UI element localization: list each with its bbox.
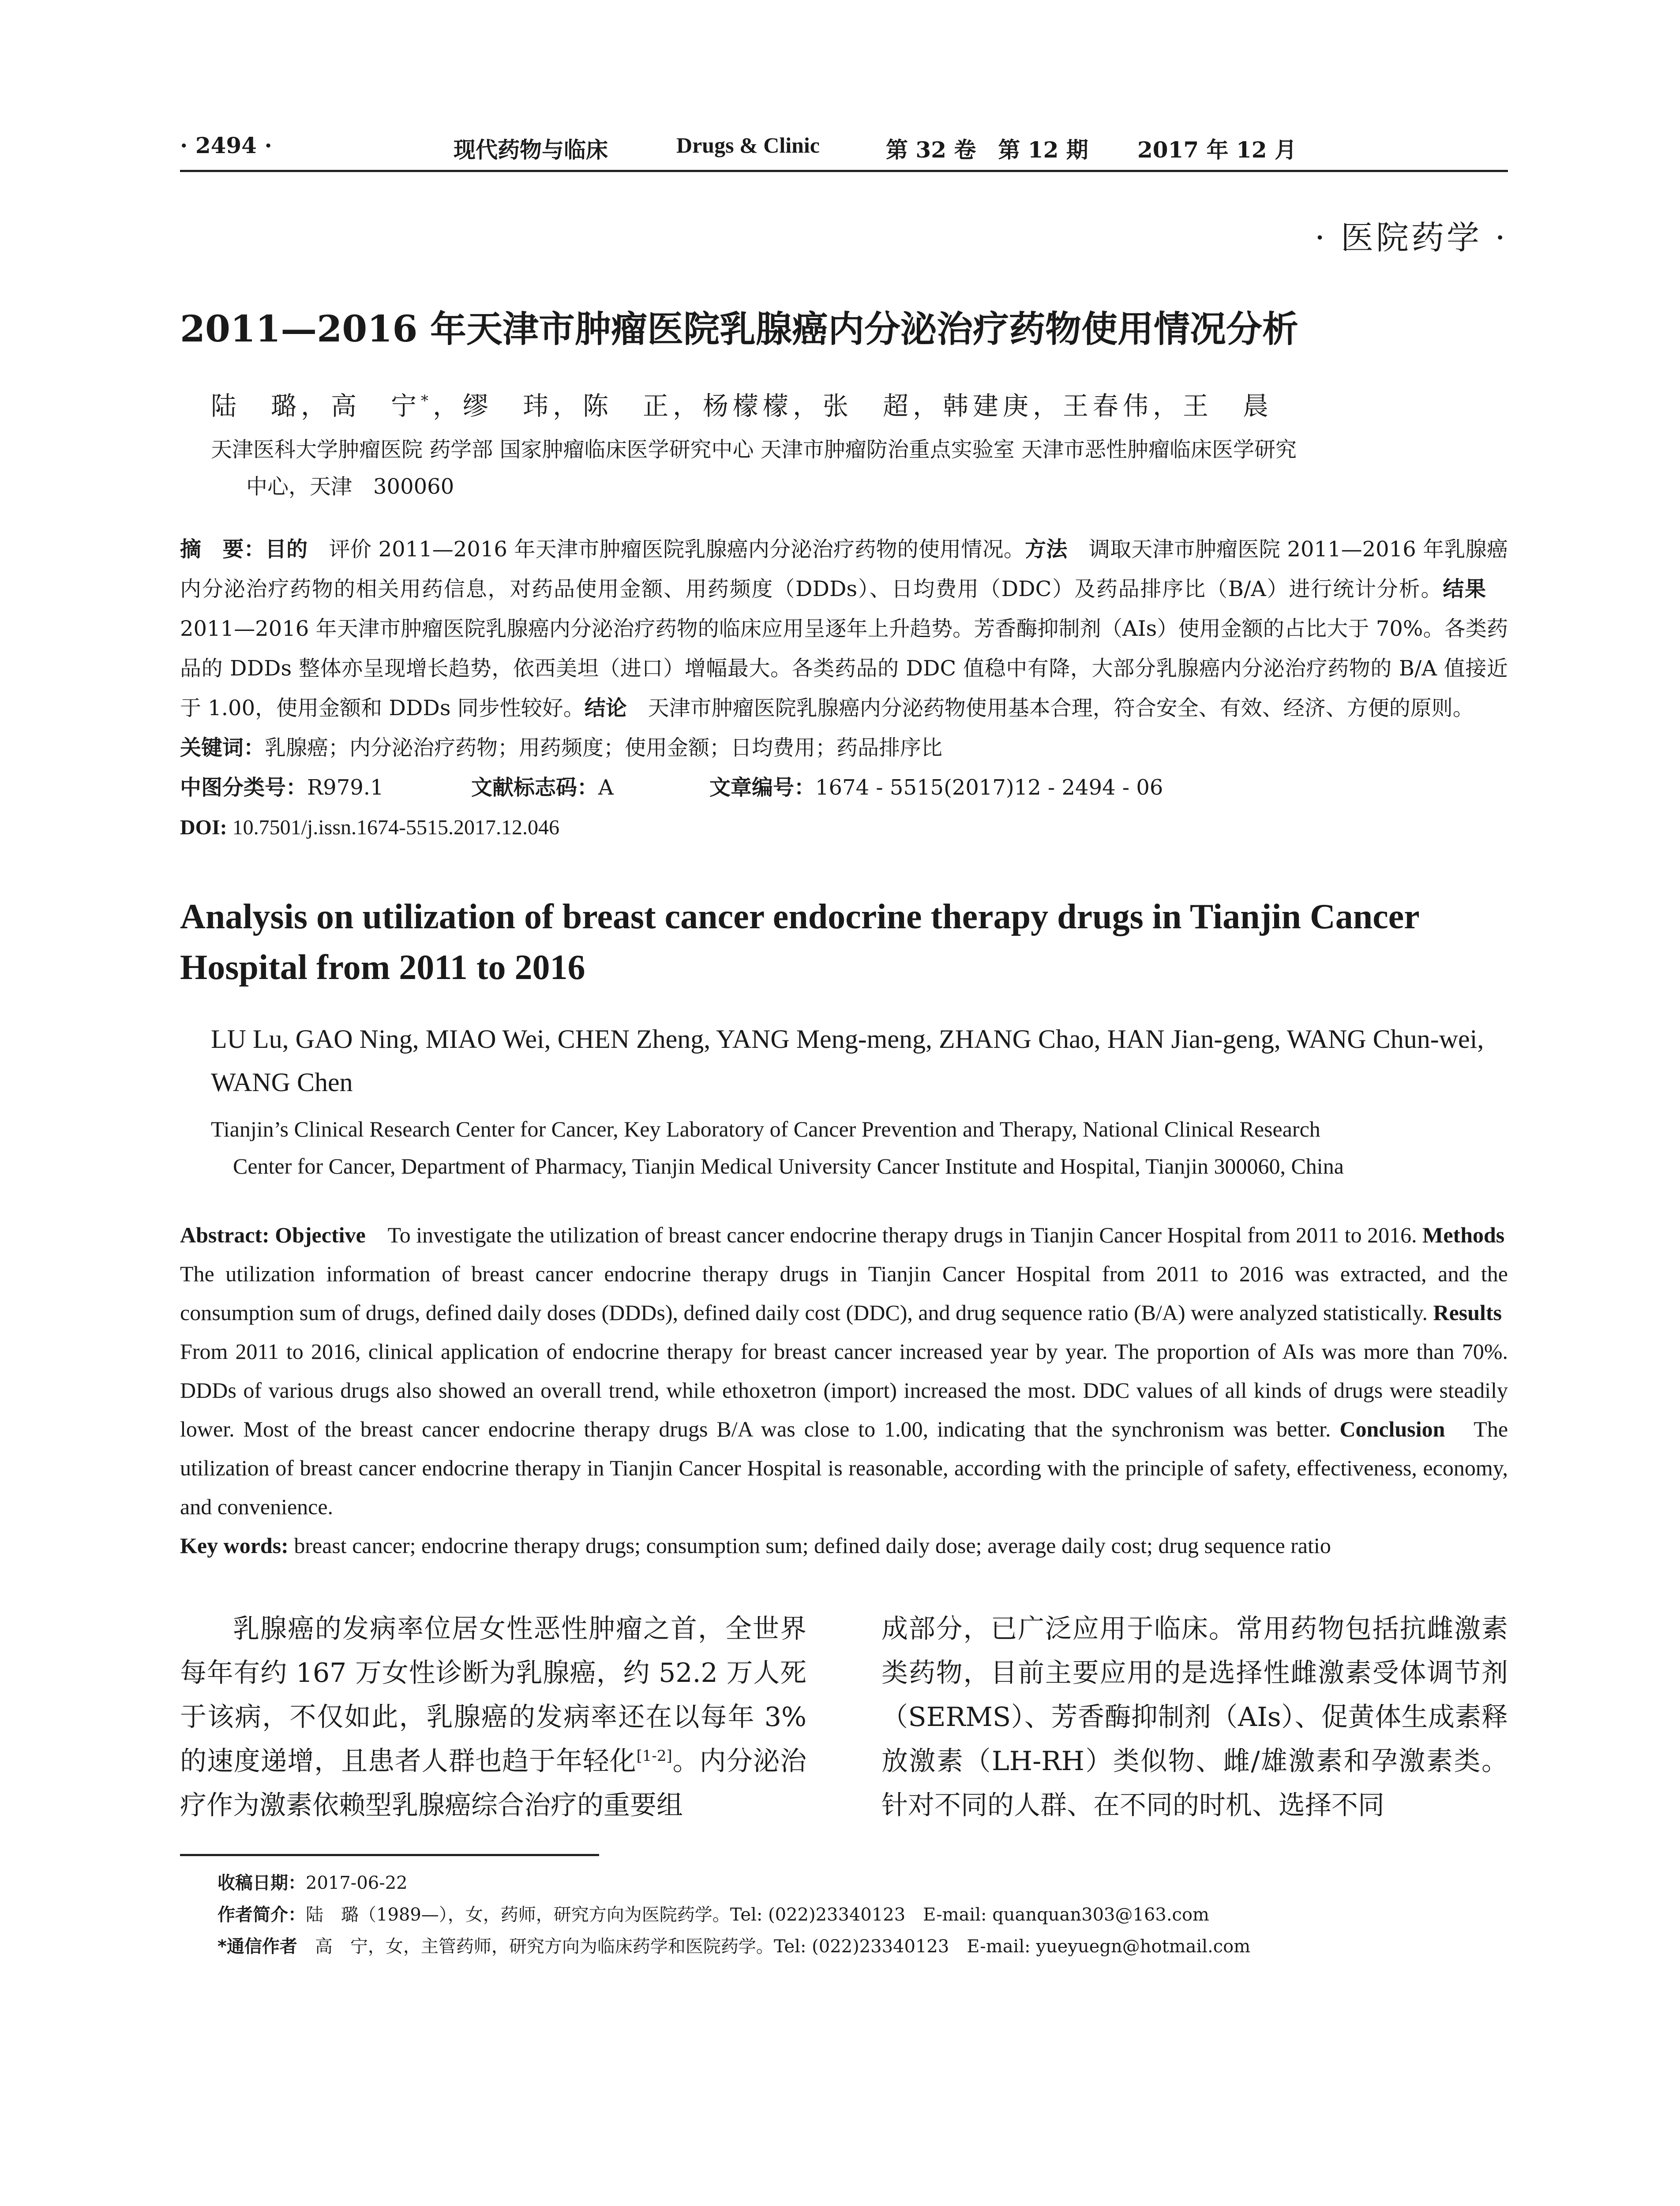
doi-label: DOI:: [180, 816, 227, 839]
author-bio-label: 作者简介：: [218, 1905, 306, 1925]
footnotes: [180, 1867, 1508, 1962]
cn-abstract: [180, 529, 1508, 728]
page-number: · 2494 ·: [180, 132, 272, 158]
received-date: 2017-06-22: [306, 1873, 408, 1893]
journal-name-en: Drugs & Clinic: [676, 133, 820, 158]
doc-code-value: A: [598, 775, 614, 800]
cn-authors: [180, 385, 1508, 422]
corresponding-author: 高 宁，女，主管药师，研究方向为临床药学和医院药学。Tel: (022)23340123 E-mail: yueyuegn@hotmail.com: [297, 1936, 1251, 1957]
cn-authors-part-b: ，缪 玮，陈 正，杨檬檬，张 超，韩建庚，王春伟，王 晨: [433, 391, 1273, 421]
en-affiliation-line-1: Tianjin’s Clinical Research Center for Cancer, Key Laboratory of Cancer Prevention and Therapy, National Clinical Research: [211, 1117, 1320, 1141]
cn-affiliation: [180, 431, 1508, 505]
body-column-left: [180, 1607, 806, 1827]
doc-code-label: 文献标志码：: [471, 775, 599, 800]
en-methods: The utilization information of breast cancer endocrine therapy drugs in Tianjin Cancer Hospital from 2011 to 2016 was extracted, and the consumption sum of drugs, defined daily doses (DDDs), defined daily cost (DDC), and drug sequence ratio (B/A) were analyzed statistically.: [180, 1223, 1527, 1325]
cn-objective: 评价 2011—2016 年天津市肿瘤医院乳腺癌内分泌治疗药物的使用情况。: [308, 537, 1025, 562]
en-results-label: Results: [1433, 1300, 1502, 1325]
en-keywords: [180, 1526, 1508, 1565]
en-authors-line-1: LU Lu, GAO Ning, MIAO Wei, CHEN Zheng, YANG Meng-meng, ZHANG Chao, HAN Jian-geng, WANG Chun-wei,: [211, 1024, 1484, 1054]
en-conclusion-label: Conclusion: [1339, 1417, 1445, 1441]
footnote-received: [218, 1867, 1508, 1899]
cn-title: 2011—2016 年天津市肿瘤医院乳腺癌内分泌治疗药物使用情况分析: [180, 308, 1298, 350]
journal-name-cn: 现代药物与临床: [454, 137, 608, 163]
body-text: [180, 1607, 1508, 1827]
en-keywords-text: breast cancer; endocrine therapy drugs; consumption sum; defined daily dose; average daily cost; drug sequence ratio: [288, 1533, 1331, 1558]
en-affiliation: [180, 1111, 1508, 1185]
received-label: 收稿日期：: [218, 1873, 306, 1893]
footnote-divider: [180, 1854, 599, 1856]
cn-conclusion-label: 结论: [584, 696, 627, 720]
article-no-label: 文章编号：: [709, 775, 816, 800]
en-title: Analysis on utilization of breast cancer endocrine therapy drugs in Tianjin Cancer Hospital from 2011 to 2016: [180, 897, 1419, 987]
doi-value: 10.7501/j.issn.1674-5515.2017.12.046: [227, 816, 560, 839]
cn-methods: 调取天津市肿瘤医院 2011—2016 年乳腺癌内分泌治疗药物的相关用药信息，对药品使用金额、用药频度（DDDs）、日均费用（DDC）及药品排序比（B/A）进行统计分析。: [180, 537, 1508, 601]
cn-keywords: [180, 728, 1508, 768]
body-left-text-a: 乳腺癌的发病率位居女性恶性肿瘤之首，全世界每年有约 167 万女性诊断为乳腺癌，约 52.2 万人死于该病，不仅如此，乳腺癌的发病率还在以每年 3%的速度递增，且患者人群也趋于年轻化: [180, 1613, 806, 1777]
citation-ref[interactable]: [1-2]: [636, 1747, 672, 1765]
cn-methods-label: 方法: [1025, 537, 1068, 562]
article-page: [180, 128, 1527, 1962]
corresponding-mark: *: [421, 392, 433, 410]
clc-value: R979.1: [307, 775, 384, 800]
en-conclusion: The utilization of breast cancer endocrine therapy in Tianjin Cancer Hospital is reasonable, according with the principle of safety, effectiveness, economy, and convenience.: [180, 1417, 1508, 1519]
cn-affiliation-line-2: 中心，天津 300060: [246, 474, 454, 499]
classification-line: [180, 768, 1508, 807]
article-no-value: 1674 - 5515(2017)12 - 2494 - 06: [815, 775, 1163, 800]
issue-date: 2017 年 12 月: [1137, 137, 1297, 163]
body-column-right: 成部分，已广泛应用于临床。常用药物包括抗雌激素类药物，目前主要应用的是选择性雌激素受体调节剂（SERMS）、芳香酶抑制剂（AIs）、促黄体生成素释放激素（LH-RH）类似物、雌/雄激素和孕激素类。针对不同的人群、在不同的时机、选择不同: [881, 1613, 1508, 1821]
en-objective: To investigate the utilization of breast cancer endocrine therapy drugs in Tianjin Cancer Hospital from 2011 to 2016.: [365, 1223, 1423, 1247]
en-results: From 2011 to 2016, clinical application of endocrine therapy for breast cancer increased year by year. The proportion of AIs was more than 70%. DDDs of various drugs also showed an overall trend, while ethoxetron (import) increased the most. DDC values of all kinds of drugs were steadily lower. Most of the breast cancer endocrine therapy drugs B/A was close to 1.00, indicating that the synchronism was better.: [180, 1300, 1524, 1441]
footnote-corresponding: [218, 1931, 1508, 1962]
cn-results-label: 结果: [1443, 577, 1487, 601]
en-keywords-label: Key words:: [180, 1533, 289, 1558]
cn-conclusion: 天津市肿瘤医院乳腺癌内分泌药物使用基本合理，符合安全、有效、经济、方便的原则。: [626, 696, 1474, 720]
volume-issue: 第 32 卷 第 12 期: [886, 137, 1088, 163]
cn-results: 2011—2016 年天津市肿瘤医院乳腺癌内分泌治疗药物的临床应用呈逐年上升趋势。芳香酶抑制剂（AIs）使用金额的占比大于 70%。各类药品的 DDDs 整体亦呈现增长趋势，依西美坦（进口）增幅最大。各类药品的 DDC 值稳中有降，大部分乳腺癌内分泌治疗药物的 B/A 值接近于 1.00，使用金额和 DDDs 同步性较好。: [180, 577, 1508, 720]
en-authors: [180, 1017, 1508, 1104]
clc-label: 中图分类号：: [180, 775, 308, 800]
cn-keywords-label: 关键词：: [180, 735, 265, 760]
cn-authors-part-a: 陆 璐，高 宁: [211, 391, 421, 421]
author-bio: 陆 璐（1989—），女，药师，研究方向为医院药学。Tel: (022)23340123 E-mail: quanquan303@163.com: [306, 1905, 1209, 1925]
body-left-text-b: 。内分泌治疗作为激素依赖型乳腺癌综合治疗的重要组: [180, 1746, 807, 1821]
section-label: · 医院药学 ·: [1314, 219, 1508, 257]
cn-affiliation-line-1: 天津医科大学肿瘤医院 药学部 国家肿瘤临床医学研究中心 天津市肿瘤防治重点实验室 天津市恶性肿瘤临床医学研究: [211, 437, 1297, 462]
en-authors-line-2: WANG Chen: [211, 1068, 353, 1097]
cn-keywords-text: 乳腺癌；内分泌治疗药物；用药频度；使用金额；日均费用；药品排序比: [265, 735, 943, 760]
en-methods-label: Methods: [1422, 1223, 1505, 1247]
footnote-author: [218, 1899, 1508, 1931]
corresponding-label: *通信作者: [218, 1936, 297, 1957]
en-abstract-label: Abstract: Objective: [180, 1223, 366, 1247]
en-abstract: [180, 1216, 1527, 1526]
cn-abstract-label: 摘 要：目的: [180, 537, 308, 562]
en-affiliation-line-2: Center for Cancer, Department of Pharmacy, Tianjin Medical University Cancer Institute and Hospital, Tianjin 300060, China: [233, 1154, 1344, 1178]
running-header: [180, 128, 1508, 172]
doi-line: [180, 807, 1508, 848]
